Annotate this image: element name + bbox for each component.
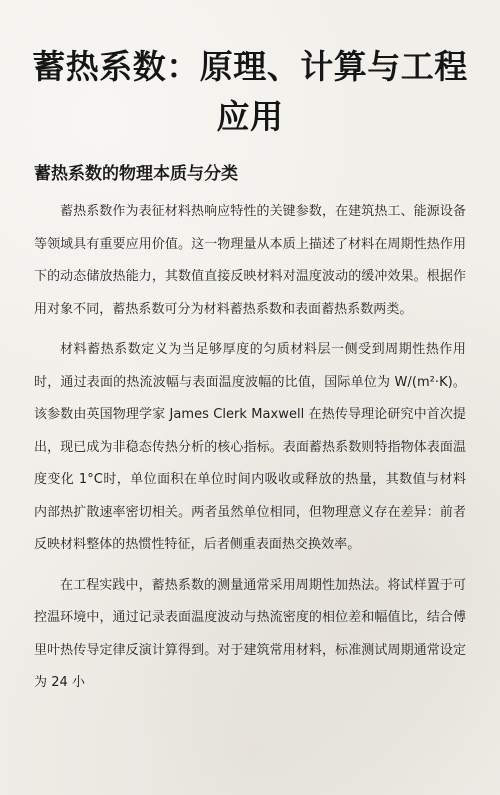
document-title: 蓄热系数：原理、计算与工程应用 — [32, 47, 468, 136]
body-text — [34, 196, 466, 708]
paragraph: 在工程实践中，蓄热系数的测量通常采用周期性加热法。将试样置于可控温环境中，通过记录表面温度波动与热流密度的相位差和幅值比，结合傅里叶热传导定律反演计算得到。对于建筑常用材料，标准测试周期通常设定为 24 小 — [34, 577, 466, 690]
paragraph: 蓄热系数作为表征材料热响应特性的关键参数，在建筑热工、能源设备等领域具有重要应用价值。这一物理量从本质上描述了材料在周期性热作用下的动态储放热能力，其数值直接反映材料对温度波动的缓冲效果。根据作用对象不同，蓄热系数可分为材料蓄热系数和表面蓄热系数两类。 — [34, 204, 466, 317]
paragraph: 材料蓄热系数定义为当足够厚度的匀质材料层一侧受到周期性热作用时，通过表面的热流波幅与表面温度波幅的比值，国际单位为 W/(m²·K)。该参数由英国物理学家 James Clerk Maxwell 在热传导理论研究中首次提出，现已成为非稳态传热分析的核心指标。表面蓄热系数则特指物体表面温度变化 1°C时，单位面积在单位时间内吸收或释放的热量，其数值与材料内部热扩散速率密切相关。两者虽然单位相同，但物理意义存在差异：前者反映材料整体的热惯性特征，后者侧重表面热交换效率。 — [34, 342, 466, 552]
section-heading: 蓄热系数的物理本质与分类 — [34, 164, 238, 184]
